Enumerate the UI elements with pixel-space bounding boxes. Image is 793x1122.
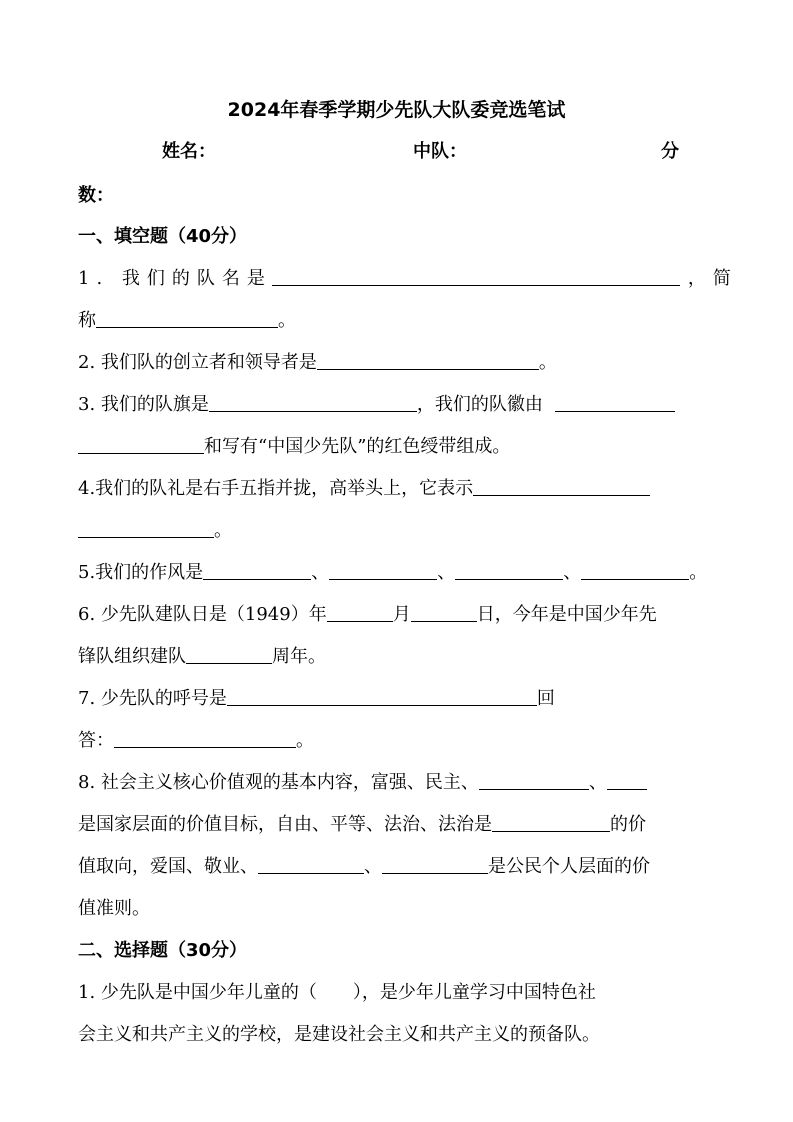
- q8-blank-5[interactable]: [382, 855, 488, 874]
- score-label-part2: 数：: [78, 185, 114, 206]
- q8-text-d: 值取向，爱国、敬业、: [78, 856, 258, 877]
- question-8-line-3: [78, 854, 650, 880]
- section-2-question-1-line-2: 会主义和共产主义的学校，是建设社会主义和共产主义的预备队。: [78, 1024, 600, 1045]
- question-1-line-1: [78, 266, 738, 292]
- q1-text: 1. 我们的队名是: [78, 268, 272, 289]
- q2-text: 2. 我们队的创立者和领导者是: [78, 352, 317, 373]
- q7-text-b: 回: [536, 688, 555, 709]
- question-8-line-2: [78, 812, 646, 838]
- q2-text-b: 。: [538, 352, 557, 373]
- question-6-line-2: [78, 644, 326, 670]
- q3-text-c: 和写有“中国少先队”的红色绶带组成。: [204, 436, 511, 457]
- q8-separator-1: 、: [588, 772, 607, 793]
- q7-text-c: 答：: [78, 730, 114, 751]
- question-3-line-1: [78, 392, 675, 418]
- section-2-question-1-line-1: 1. 少先队是中国少年儿童的（ ），是少年儿童学习中国特色社: [78, 982, 596, 1003]
- question-3-line-2: [78, 434, 510, 460]
- question-8-line-4: [78, 896, 150, 922]
- question-7-line-2: [78, 728, 314, 754]
- question-4-line-2: [78, 518, 232, 544]
- q8-text-e: 是公民个人层面的价: [488, 856, 650, 877]
- q5-blank-2[interactable]: [329, 561, 437, 580]
- q6-text-e: 周年。: [272, 646, 326, 667]
- q8-text: 8. 社会主义核心价值观的基本内容，富强、民主、: [78, 772, 479, 793]
- q1-text-c: 称: [78, 310, 96, 331]
- q7-blank-answer[interactable]: [114, 729, 296, 748]
- squad-label: 中队：: [413, 141, 467, 162]
- q5-blank-1[interactable]: [203, 561, 311, 580]
- question-7-line-1: [78, 686, 555, 712]
- name-label: 姓名：: [162, 141, 216, 162]
- q8-blank-4[interactable]: [258, 855, 364, 874]
- q3-blank-emblem[interactable]: [555, 393, 675, 412]
- q6-text-b: 月: [392, 604, 411, 625]
- question-6-line-1: [78, 602, 657, 628]
- q5-text: 5.我们的作风是: [78, 562, 204, 583]
- q8-text-f: 值准则。: [78, 898, 150, 919]
- q6-text-c: 日，今年是中国少年先: [476, 604, 657, 625]
- q6-blank-years[interactable]: [186, 645, 272, 664]
- q6-text: 6. 少先队建队日是（1949）年: [78, 604, 327, 625]
- q5-blank-4[interactable]: [581, 561, 689, 580]
- question-5: [78, 560, 707, 586]
- q5-separator-2: 、: [437, 562, 456, 583]
- q3-text: 3. 我们的队旗是: [78, 394, 209, 415]
- q7-blank-call[interactable]: [227, 687, 537, 706]
- q1-text-d: 。: [278, 310, 296, 331]
- score-label-part1: 分: [661, 141, 679, 162]
- q2-blank[interactable]: [317, 351, 539, 370]
- q1-blank-short-name[interactable]: [96, 309, 278, 328]
- q8-blank-1[interactable]: [479, 771, 589, 790]
- q5-separator-1: 、: [311, 562, 330, 583]
- q5-blank-3[interactable]: [455, 561, 563, 580]
- q4-blank-cont[interactable]: [78, 519, 214, 538]
- q8-text-c: 的价: [610, 814, 646, 835]
- question-2: [78, 350, 557, 376]
- q6-blank-day[interactable]: [411, 603, 477, 622]
- question-8-line-1: [78, 770, 647, 796]
- q4-blank[interactable]: [473, 477, 650, 496]
- q7-text: 7. 少先队的呼号是: [78, 688, 227, 709]
- q3-text-b: ，我们的队徽由: [416, 394, 543, 415]
- q3-blank-emblem-cont[interactable]: [78, 435, 204, 454]
- q4-text-b: 。: [214, 520, 232, 541]
- q3-blank-flag[interactable]: [209, 393, 417, 412]
- q8-text-b: 是国家层面的价值目标，自由、平等、法治、法治是: [78, 814, 492, 835]
- section-1-heading: 一、填空题（40分）: [78, 226, 248, 247]
- q1-text-b: ，简: [687, 268, 738, 289]
- q5-separator-3: 、: [563, 562, 582, 583]
- section-2-heading: 二、选择题（30分）: [78, 940, 248, 961]
- question-1-line-2: [78, 308, 296, 334]
- q8-blank-2[interactable]: [607, 771, 647, 790]
- q8-blank-3[interactable]: [492, 813, 610, 832]
- q8-separator-2: 、: [364, 856, 382, 877]
- q4-text: 4.我们的队礼是右手五指并拢，高举头上，它表示: [78, 478, 474, 499]
- q6-blank-month[interactable]: [327, 603, 393, 622]
- q5-end: 。: [689, 562, 708, 583]
- page-title: 2024年春季学期少先队大队委竞选笔试: [227, 99, 566, 121]
- q6-text-d: 锋队组织建队: [78, 646, 186, 667]
- q7-text-d: 。: [296, 730, 314, 751]
- q1-blank-full-name[interactable]: [272, 267, 680, 286]
- question-4-line-1: [78, 476, 650, 502]
